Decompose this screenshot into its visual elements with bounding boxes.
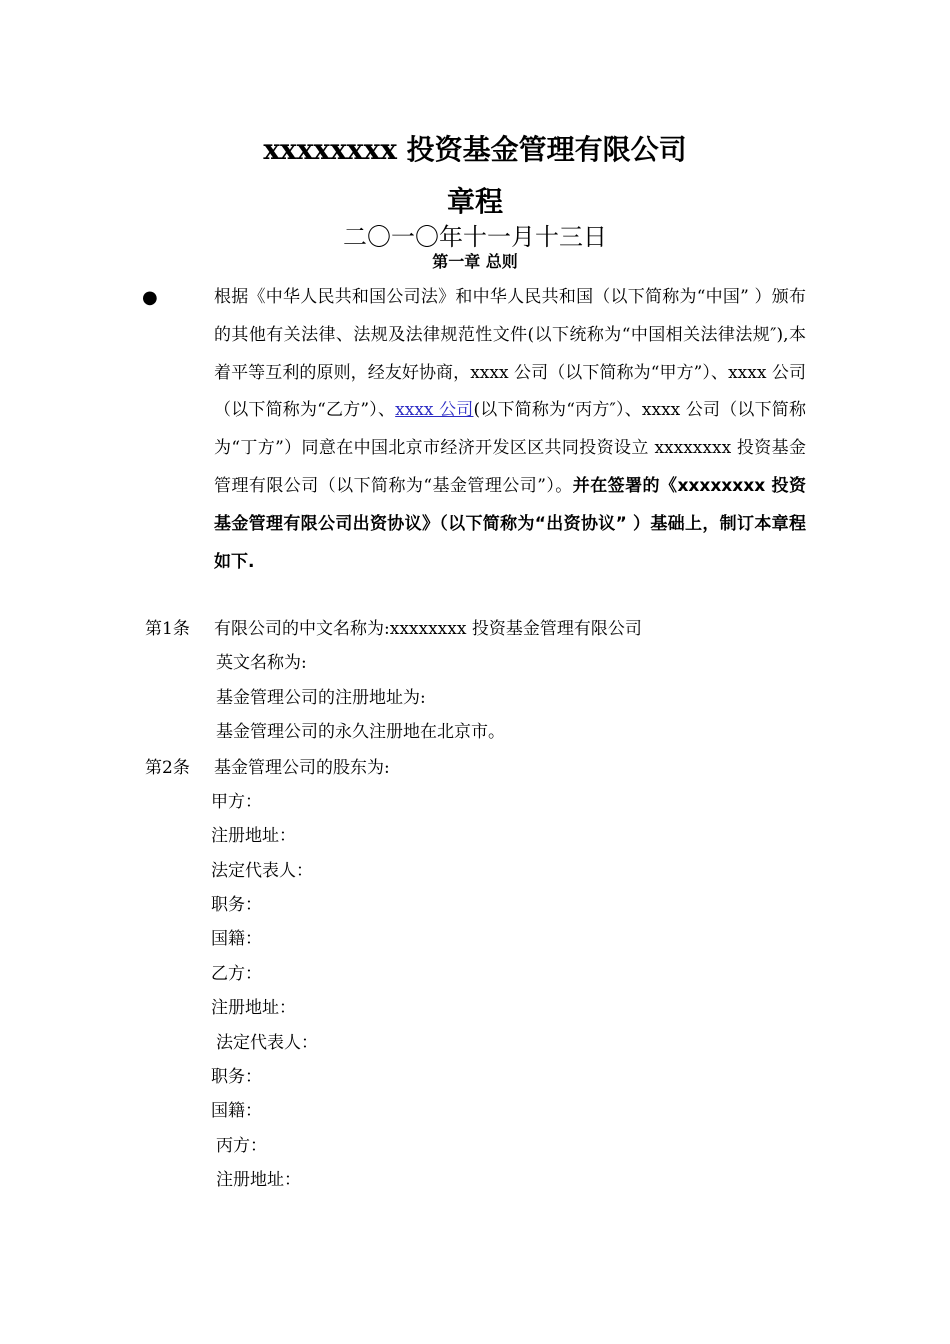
article-1-registered-address: 基金管理公司的注册地址为: [216, 688, 426, 708]
preamble-paragraph [214, 279, 806, 581]
party-b-representative: 法定代表人： [216, 1033, 318, 1053]
party-a-address: 注册地址： [211, 826, 296, 846]
party-c-label: 丙方： [216, 1136, 267, 1156]
article-1-permanent-address: 基金管理公司的永久注册地在北京市。 [216, 722, 505, 742]
party-a-position: 职务： [211, 895, 262, 915]
party-b-position: 职务： [211, 1067, 262, 1087]
company-title: xxxxxxxx 投资基金管理有限公司 [263, 133, 687, 166]
preamble-text-1: 根据《中华人民共和国公司法》和中华人民共和国（以下简称为“中国” ）颁布的其他有关法律、法规及法律规范性文件(以下统称为“中国相关法律法规″),本着平等互利的原则，经友好协商，xxxx 公司（以下简称为“甲方”）、xxxx 公司（以下简称为“乙方”）、 [214, 287, 806, 421]
document-title: 章程 [446, 185, 503, 218]
article-2-number: 第2条 [145, 758, 190, 778]
document-date: 二〇一〇年十一月十三日 [343, 223, 607, 251]
party-b-label: 乙方： [211, 964, 262, 984]
party-a-nationality: 国籍： [211, 929, 262, 949]
company-link[interactable]: xxxx 公司 [395, 400, 474, 421]
article-2-shareholders-heading: 基金管理公司的股东为: [214, 758, 390, 778]
party-b-nationality: 国籍： [211, 1101, 262, 1121]
article-1-number: 第1条 [145, 619, 190, 639]
article-1-chinese-name: 有限公司的中文名称为:xxxxxxxx 投资基金管理有限公司 [214, 619, 642, 639]
chapter-heading: 第一章 总则 [432, 252, 518, 271]
party-b-address: 注册地址： [211, 998, 296, 1018]
party-a-label: 甲方： [211, 792, 262, 812]
bullet-icon: ● [142, 287, 158, 308]
party-c-address: 注册地址： [216, 1170, 301, 1190]
preamble-text-2: (以下简称为“丙方″）、xxxx 公司（以下简称为“丁方”）同意在中国北京市经济开发区区共同投资设立 xxxxxxxx 投资基金管理有限公司（以下简称为“基金管理公司”）。 [214, 400, 806, 496]
article-1-english-name: 英文名称为: [216, 653, 307, 673]
preamble-bold-text: 并在签署的《xxxxxxxx 投资基金管理有限公司出资协议》（以下简称为“出资协议” ）基础上，制订本章程如下. [214, 475, 806, 572]
party-a-representative: 法定代表人： [211, 861, 313, 881]
